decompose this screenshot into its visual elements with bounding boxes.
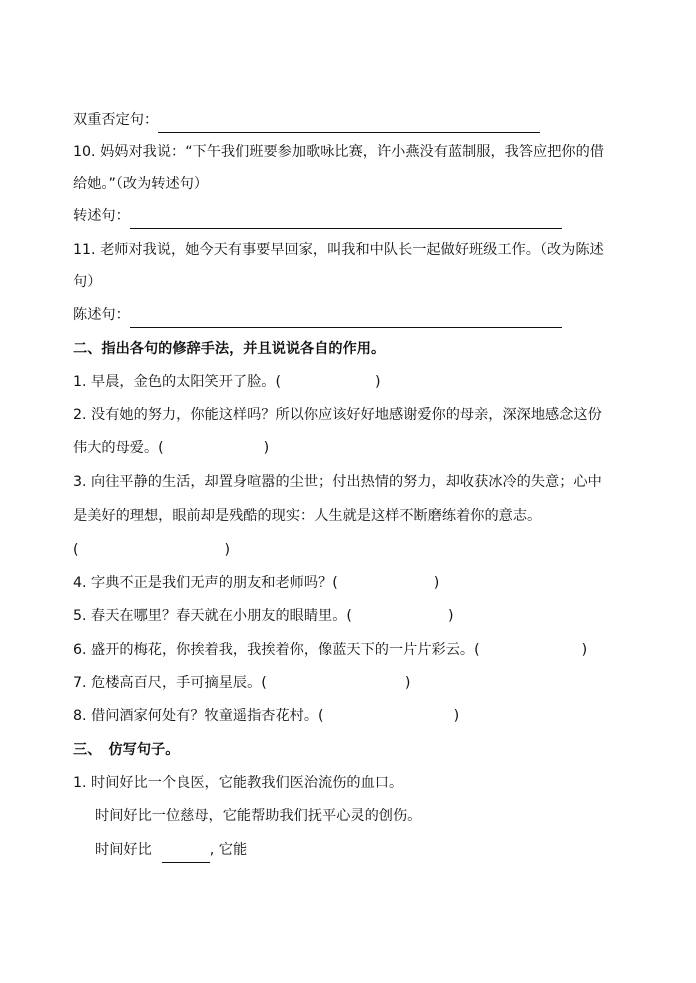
q10-line2: 给她。”（改为转述句） xyxy=(73,176,209,192)
double-negative-line xyxy=(73,110,540,133)
answer-blank xyxy=(158,131,540,133)
answer-blank xyxy=(162,861,210,863)
s2-q3-line1: 3. 向往平静的生活，却置身喧嚣的尘世；付出热情的努力，却收获冰冷的失意；心中 xyxy=(73,474,602,490)
q10-answer-line xyxy=(73,206,562,229)
q11-answer-line xyxy=(73,305,562,328)
answer-blank xyxy=(130,227,562,229)
s2-q7: 7. 危楼高百尺，手可摘星辰。( ) xyxy=(73,675,411,691)
double-negative-label: 双重否定句： xyxy=(73,112,159,128)
s2-q2-line1: 2. 没有她的努力，你能这样吗？所以你应该好好地感谢爱你的母亲，深深地感念这份 xyxy=(73,407,602,423)
s2-q4: 4. 字典不正是我们无声的朋友和老师吗？( ) xyxy=(73,575,440,591)
s2-q1: 1. 早晨，金色的太阳笑开了脸。( ) xyxy=(73,374,381,390)
s2-q6: 6. 盛开的梅花，你挨着我，我挨着你，像蓝天下的一片片彩云。( ) xyxy=(73,642,588,658)
q11-line1: 11. 老师对我说，她今天有事要早回家，叫我和中队长一起做好班级工作。（改为陈述 xyxy=(73,242,604,258)
s2-q3-line3: ( ) xyxy=(73,542,231,558)
section3-title: 三、 仿写句子。 xyxy=(73,742,180,758)
s2-q5: 5. 春天在哪里？春天就在小朋友的眼睛里。( ) xyxy=(73,608,454,624)
s2-q2-line2: 伟大的母爱。( ) xyxy=(73,440,270,456)
s2-q8: 8. 借问酒家何处有？牧童遥指杏花村。( ) xyxy=(73,708,460,724)
s2-q3-line2: 是美好的理想，眼前却是残酷的现实：人生就是这样不断磨练着你的意志。 xyxy=(73,508,542,524)
s3-q1: 1. 时间好比一个良医，它能教我们医治流伤的血口。 xyxy=(73,775,404,791)
q11-line2: 句） xyxy=(73,274,102,290)
s3-q1-fill-line: 时间好比 , 它能 xyxy=(95,840,247,863)
q10-line1: 10. 妈妈对我说：“下午我们班要参加歌咏比赛，许小燕没有蓝制服，我答应把你的借 xyxy=(73,144,604,160)
answer-blank xyxy=(130,326,562,328)
q11-answer-label: 陈述句： xyxy=(73,307,130,323)
s3-q1-example: 时间好比一位慈母，它能帮助我们抚平心灵的创伤。 xyxy=(95,808,422,824)
q10-answer-label: 转述句： xyxy=(73,208,130,224)
section2-title: 二、指出各句的修辞手法，并且说说各自的作用。 xyxy=(73,341,386,357)
